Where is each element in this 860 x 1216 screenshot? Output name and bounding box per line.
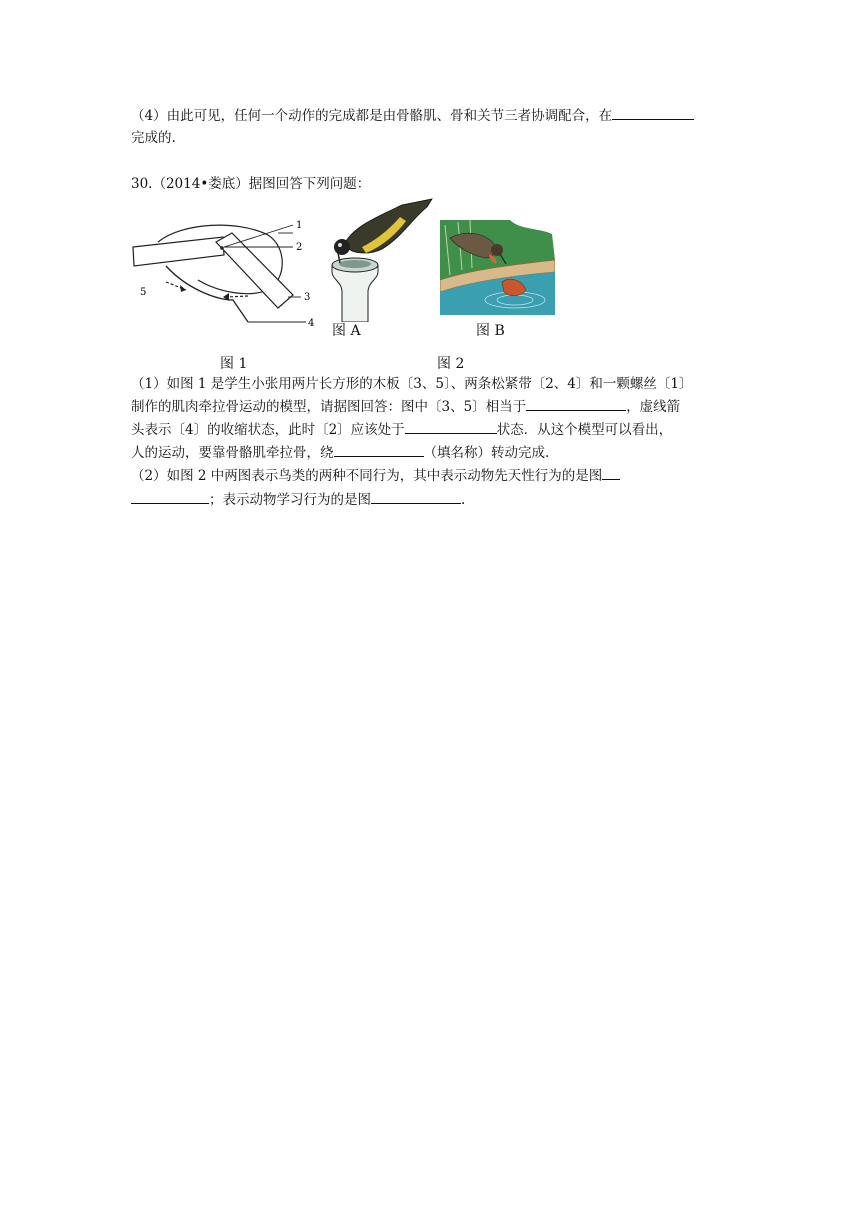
figure-2b-label: 图 B <box>476 323 505 339</box>
figure-2a-label: 图 A <box>332 323 361 339</box>
answer-blank[interactable] <box>526 398 534 411</box>
figure-1-label-4: 4 <box>308 318 315 329</box>
answer-blank[interactable] <box>201 491 209 504</box>
answer-blank[interactable] <box>383 491 453 504</box>
q30-part1-line2: 制作的肌肉牵拉骨运动的模型，请据图回答：图中〔3、5〕相当于 ，虚线箭 <box>131 399 681 415</box>
figure-1-label-3: 3 <box>304 292 311 303</box>
answer-blank[interactable] <box>371 491 383 504</box>
figure-1-label-1: 1 <box>296 220 303 231</box>
q29-part4-line2: 完成的. <box>131 130 176 146</box>
answer-blank[interactable] <box>334 444 416 457</box>
q30-part2-line1: （2）如图 2 中两图表示鸟类的两种不同行为，其中表示动物先天性行为的是图 <box>131 467 620 485</box>
answer-blank[interactable] <box>602 467 620 480</box>
answer-blank[interactable] <box>453 491 461 504</box>
answer-blank[interactable] <box>405 421 415 434</box>
answer-blank[interactable] <box>415 421 497 434</box>
question-30-heading: 30.（2014•娄底）据图回答下列问题： <box>131 176 371 192</box>
q30-part2-line2: ；表示动物学习行为的是图 . <box>131 491 465 509</box>
figure-1-caption: 图 1 <box>220 356 248 372</box>
figure-1-muscle-model-diagram <box>128 200 328 335</box>
answer-blank[interactable] <box>626 107 694 120</box>
figure-2a-bird-drinking-bottle-image <box>322 197 436 322</box>
answer-blank[interactable] <box>416 444 424 457</box>
answer-blank[interactable] <box>131 491 201 504</box>
answer-blank[interactable] <box>612 107 626 120</box>
figure-2b-bird-feeding-fish-image <box>440 220 555 315</box>
figure-1-label-2: 2 <box>296 242 303 253</box>
answer-blank[interactable] <box>612 398 626 411</box>
q29-part4-line1: （4）由此可见，任何一个动作的完成都是由骨骼肌、骨和关节三者协调配合，在 <box>131 107 694 125</box>
figure-2-caption: 图 2 <box>437 356 465 372</box>
q30-part1-line1: （1）如图 1 是学生小张用两片长方形的木板〔3、5〕、两条松紧带〔2、4〕和一颗螺丝〔1〕 <box>131 376 693 392</box>
answer-blank[interactable] <box>534 398 612 411</box>
q30-part1-line4: 人的运动，要靠骨骼肌牵拉骨，绕 （填名称）转动完成. <box>131 445 550 461</box>
q30-part1-line3: 头表示〔4〕的收缩状态，此时〔2〕应该处于 状态．从这个模型可以看出， <box>131 422 673 438</box>
figure-1-label-5: 5 <box>140 287 147 298</box>
